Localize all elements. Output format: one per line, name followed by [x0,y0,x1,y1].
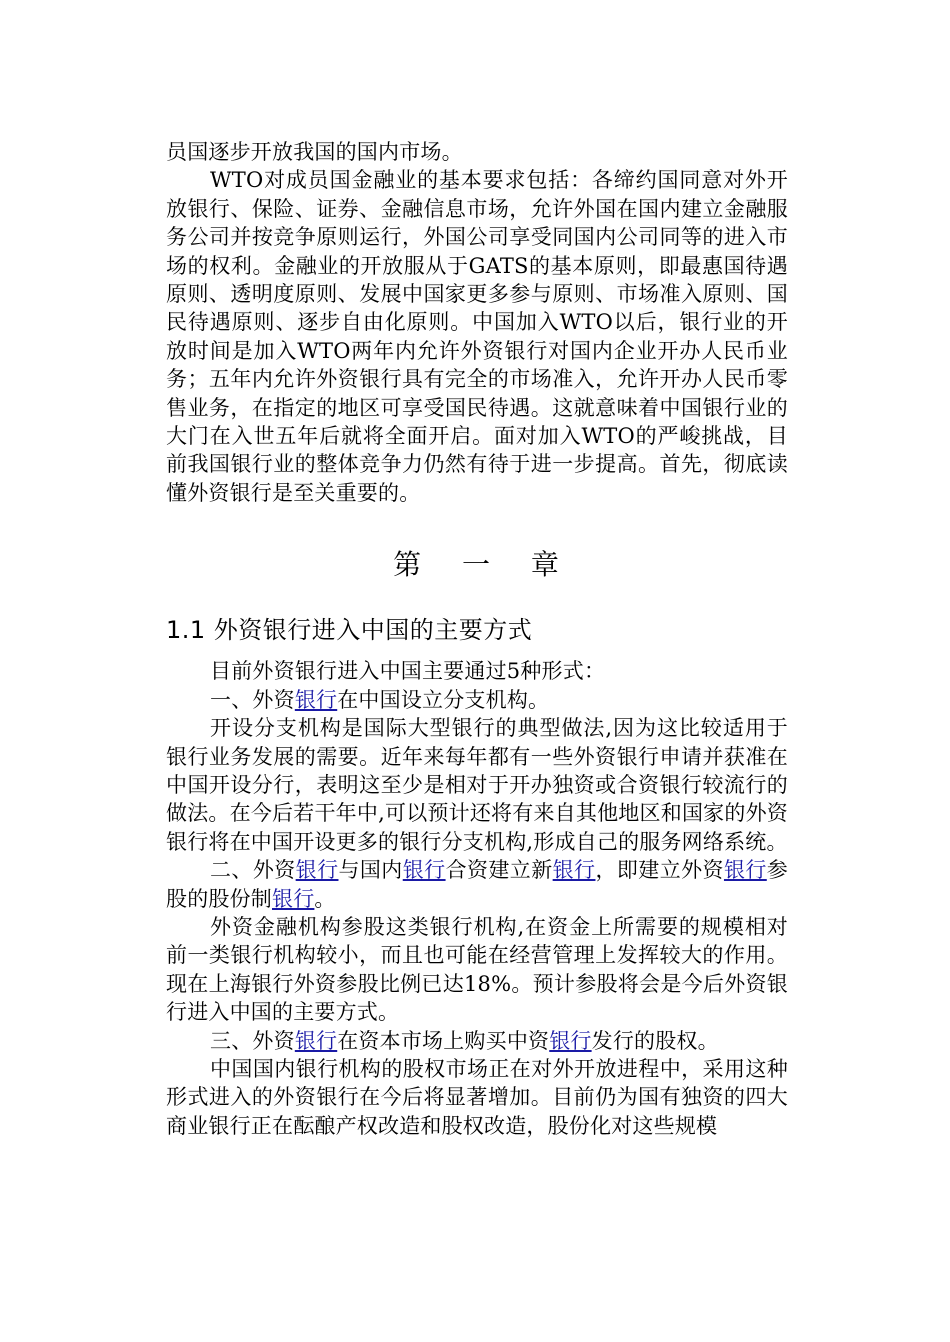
text-run: 三、外资 [210,1028,295,1053]
chapter-heading [166,545,788,585]
body-paragraph-2 [166,686,788,714]
text-run: 在中国设立分支机构。 [337,687,550,712]
text-run: 合资建立新 [445,858,553,883]
text-run: ，即建立外资 [595,858,724,883]
bank-link[interactable]: 银行 [272,886,315,911]
body-paragraph-7: 中国国内银行机构的股权市场正在对外开放进程中，采用这种形式进入的外资银行在今后将显著增加。目前仍为国有独资的四大商业银行正在酝酿产权改造和股权改造，股份化对这些规模 [166,1056,788,1138]
text-run: 。 [314,886,336,911]
text-run: 发行的股权。 [591,1028,719,1053]
bank-link[interactable]: 银行 [295,858,339,883]
bank-link[interactable]: 银行 [294,687,338,712]
text-run: 参股的股份制 [166,858,788,911]
body-paragraph-6 [166,1027,788,1055]
body-paragraph-4 [166,856,788,913]
text-run: 二、外资 [210,858,296,883]
intro-paragraph-2: WTO对成员国金融业的基本要求包括：各缔约国同意对外开放银行、保险、证券、金融信息市场，允许外国在国内建立金融服务公司并按竞争原则运行，外国公司享受同国内公司同等的进入市场的权利。金融业的开放服从于GATS的基本原则，即最惠国待遇原则、透明度原则、发展中国家更多参与原则、市场准入原则、国民待遇原则、逐步自由化原则。中国加入WTO以后，银行业的开放时间是加入WTO两年内允许外资银行对国内企业开办人民币业务；五年内允许外资银行具有完全的市场准入，允许开办人民币零售业务，在指定的地区可享受国民待遇。这就意味着中国银行业的大门在入世五年后就将全面开启。面对加入WTO的严峻挑战，目前我国银行业的整体竞争力仍然有待于进一步提高。首先，彻底读懂外资银行是至关重要的。 [166,168,788,505]
chapter-char-2: 一 [461,548,492,582]
text-run: 与国内 [338,858,403,883]
body-paragraph-3: 开设分支机构是国际大型银行的典型做法,因为这比较适用于银行业务发展的需要。近年来每年都有一些外资银行申请并获准在中国开设分行，表明这至少是相对于开办独资或合资银行较流行的做法。在今后若干年中,可以预计还将有来自其他地区和国家的外资银行将在中国开设更多的银行分支机构,形成自己的服务网络系统。 [166,716,788,854]
bank-link[interactable]: 银行 [402,858,446,883]
body-paragraph-5: 外资金融机构参股这类银行机构,在资金上所需要的规模相对前一类银行机构较小，而且也可能在经营管理上发挥较大的作用。现在上海银行外资参股比例已达18%。预计参股将会是今后外资银行进入中国的主要方式。 [166,914,788,1025]
body-paragraph-1: 目前外资银行进入中国主要通过5种形式： [210,659,606,684]
bank-link[interactable]: 银行 [549,1028,592,1053]
text-run: 在资本市场上购买中资 [337,1028,550,1053]
intro-paragraph-1: 员国逐步开放我国的国内市场。 [166,140,463,164]
chapter-char-1: 第 [393,548,424,582]
bank-link[interactable]: 银行 [552,858,596,883]
bank-link[interactable]: 银行 [723,858,767,883]
text-run: 一、外资 [210,687,295,712]
chapter-char-3: 章 [530,548,561,582]
document-page [166,138,788,1140]
section-heading: 1.1 外资银行进入中国的主要方式 [166,616,533,645]
bank-link[interactable]: 银行 [294,1028,338,1053]
